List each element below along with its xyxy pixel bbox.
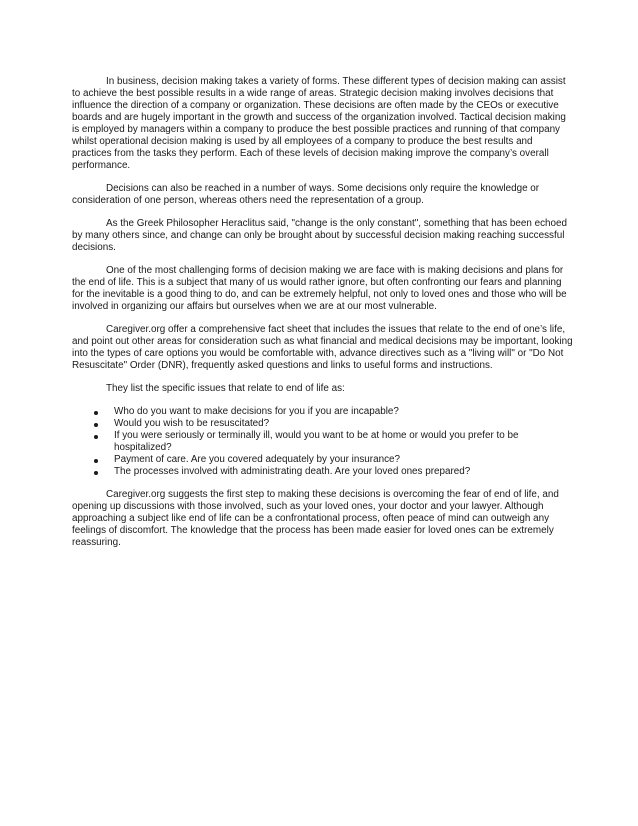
list-item (72, 466, 574, 478)
bullet-icon (94, 423, 98, 427)
list-item (72, 454, 574, 466)
list-item-text: Would you wish to be resuscitated? (114, 418, 270, 429)
bullet-icon (94, 411, 98, 415)
list-item-text: Payment of care. Are you covered adequately by your insurance? (114, 454, 400, 465)
paragraph-issues-intro: They list the specific issues that relate to end of life as: (106, 383, 345, 394)
bullet-icon (94, 459, 98, 463)
bullet-icon (94, 471, 98, 475)
list-item (72, 430, 574, 454)
end-of-life-issues-list (72, 406, 574, 478)
paragraph-end-of-life-planning: One of the most challenging forms of decision making we are face with is making decisions and plans for the end of life. This is a subject that many of us would rather ignore, but often confronting our fears and planning for the inevitable is a good thing to do, and can be extremely helpful, not only to loved ones and those who will be involved in organizing our affairs but ourselves when we are at our most vulnerable. (72, 265, 567, 312)
paragraph-closing: Caregiver.org suggests the first step to making these decisions is overcoming the fear of end of life, and opening up discussions with those involved, such as your loved ones, your doctor and your lawyer. Although approaching a subject like end of life can be a confrontational process, often peace of mind can outweigh any feelings of discomfort. The knowledge that the process has been made easier for loved ones can be extremely reassuring. (72, 489, 559, 548)
list-item (72, 406, 574, 418)
paragraph-decision-making-forms: In business, decision making takes a variety of forms. These different types of decision making can assist to achieve the best possible results in a wide range of areas. Strategic decision making involves decisions that influence the direction of a company or organization. These decisions are often made by the CEOs or executive boards and are hugely important in the growth and success of the organization involved. Tactical decision making is employed by managers within a company to produce the best possible practices and running of that company whilst operational decision making is used by all employees of a company to produce the best results and practices from the tasks they perform. Each of these levels of decision making improve the company’s overall performance. (72, 76, 566, 171)
bullet-icon (94, 435, 98, 439)
paragraph-heraclitus-quote: As the Greek Philosopher Heraclitus said, "change is the only constant", something that has been echoed by many others since, and change can only be brought about by successful decision making reaching successful decisions. (72, 218, 567, 253)
document-page (72, 76, 574, 560)
paragraph-caregiver-fact-sheet: Caregiver.org offer a comprehensive fact sheet that includes the issues that relate to the end of one’s life, and point out other areas for consideration such as what financial and medical decisions may be important, looking into the types of care options you would be comfortable with, advance directives such as a "living will" or "Do Not Resuscitate" Order (DNR), frequently asked questions and links to useful forms and instructions. (72, 324, 573, 371)
paragraph-decision-ways: Decisions can also be reached in a number of ways. Some decisions only require the knowledge or consideration of one person, whereas others need the representation of a group. (72, 183, 540, 206)
list-item-text: The processes involved with administrating death. Are your loved ones prepared? (114, 466, 471, 477)
list-item-text: Who do you want to make decisions for you if you are incapable? (114, 406, 399, 417)
list-item (72, 418, 574, 430)
list-item-text: If you were seriously or terminally ill, would you want to be at home or would you prefer to be hospitalized? (114, 430, 519, 453)
